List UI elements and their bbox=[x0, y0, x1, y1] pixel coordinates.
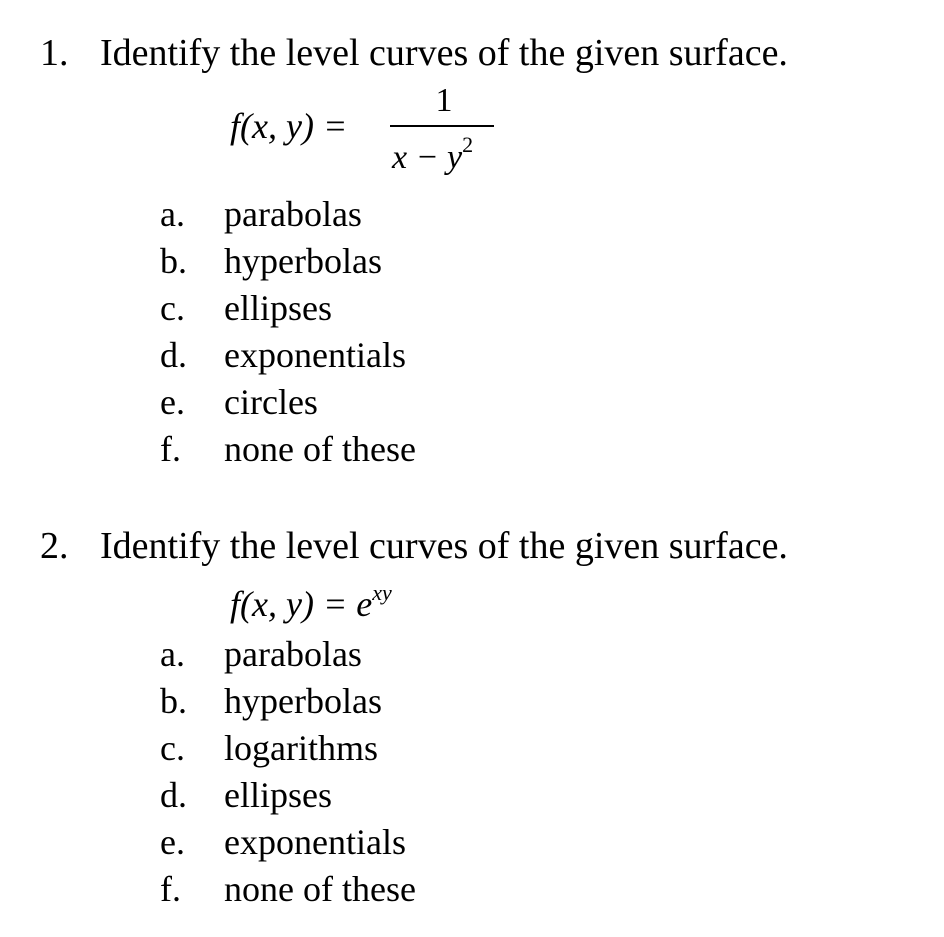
option-letter: a. bbox=[160, 634, 185, 674]
option-c[interactable] bbox=[160, 730, 560, 778]
option-letter: b. bbox=[160, 241, 187, 281]
option-e[interactable] bbox=[160, 824, 560, 872]
option-e[interactable] bbox=[160, 384, 560, 432]
option-text: ellipses bbox=[224, 775, 332, 815]
fraction-bar bbox=[390, 125, 494, 127]
option-d[interactable] bbox=[160, 777, 560, 825]
option-text: hyperbolas bbox=[224, 681, 382, 721]
formula-function-name: f bbox=[230, 106, 241, 146]
formula-function-name: f bbox=[230, 584, 241, 624]
option-text: parabolas bbox=[224, 634, 362, 674]
fraction-numerator: 1 bbox=[435, 82, 453, 119]
question-number: 1. bbox=[40, 32, 69, 74]
option-letter: d. bbox=[160, 335, 187, 375]
option-text: hyperbolas bbox=[224, 241, 382, 281]
question-prompt: Identify the level curves of the given surface. bbox=[100, 32, 788, 74]
question-number: 2. bbox=[40, 525, 69, 567]
option-a[interactable] bbox=[160, 196, 560, 244]
option-d[interactable] bbox=[160, 337, 560, 385]
option-b[interactable] bbox=[160, 683, 560, 731]
option-letter: e. bbox=[160, 382, 185, 422]
option-letter: c. bbox=[160, 728, 185, 768]
option-a[interactable] bbox=[160, 636, 560, 684]
option-letter: e. bbox=[160, 822, 185, 862]
option-letter: f. bbox=[160, 869, 181, 909]
option-text: circles bbox=[224, 382, 318, 422]
option-c[interactable] bbox=[160, 290, 560, 338]
option-letter: b. bbox=[160, 681, 187, 721]
formula bbox=[230, 582, 392, 622]
option-f[interactable] bbox=[160, 431, 560, 479]
option-text: parabolas bbox=[224, 194, 362, 234]
option-f[interactable] bbox=[160, 871, 560, 919]
option-text: exponentials bbox=[224, 822, 406, 862]
question-prompt: Identify the level curves of the given surface. bbox=[100, 525, 788, 567]
formula-exponent: xy bbox=[372, 580, 392, 605]
option-letter: d. bbox=[160, 775, 187, 815]
option-letter: a. bbox=[160, 194, 185, 234]
formula-arguments: (x, y) = e bbox=[240, 584, 373, 624]
formula bbox=[230, 108, 347, 144]
denominator-base: x − y bbox=[392, 139, 463, 176]
fraction bbox=[388, 82, 498, 182]
option-text: none of these bbox=[224, 869, 416, 909]
option-text: exponentials bbox=[224, 335, 406, 375]
fraction-denominator bbox=[392, 134, 473, 175]
option-b[interactable] bbox=[160, 243, 560, 291]
denominator-exponent: 2 bbox=[462, 132, 474, 157]
formula-arguments: (x, y) = bbox=[240, 106, 348, 146]
option-text: none of these bbox=[224, 429, 416, 469]
option-letter: c. bbox=[160, 288, 185, 328]
option-text: logarithms bbox=[224, 728, 378, 768]
option-letter: f. bbox=[160, 429, 181, 469]
option-text: ellipses bbox=[224, 288, 332, 328]
